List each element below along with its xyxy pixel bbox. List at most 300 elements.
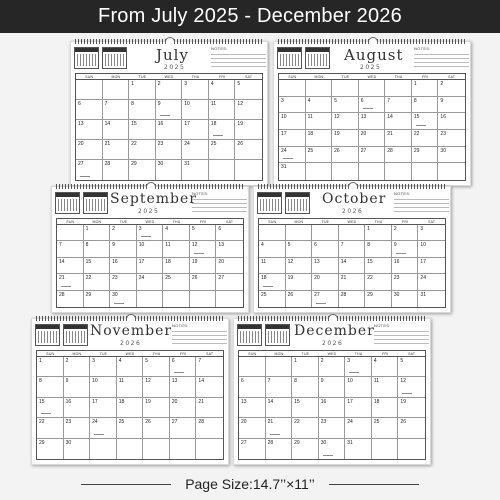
month-title: July [156,46,189,64]
day-number: 23 [320,419,327,426]
day-number: 10 [281,114,287,121]
weekday-header: THU [385,74,412,80]
day-cell [259,291,286,307]
notes-area [172,323,227,345]
day-number: 24 [281,147,287,154]
day-number: 3 [184,81,188,87]
day-number: 29 [367,291,373,298]
page-size-text: Page Size:14.7’’×11’’ [185,476,315,492]
mini-calendar-next [102,47,127,69]
month-page-august [273,41,471,186]
weekday-header: MON [84,219,111,225]
day-cell [266,357,293,377]
weekday-header: FRI [170,351,197,357]
day-number: 30 [112,291,118,298]
day-cell [190,274,217,290]
weekday-header: TUE [110,219,137,225]
day-cell [103,140,130,160]
holiday-note [283,158,293,159]
day-cell [412,97,439,114]
day-number: 22 [85,275,92,282]
day-cell [170,439,197,459]
day-cell [259,258,286,274]
month-page-october [253,186,451,313]
day-cell [319,418,346,438]
mini-calendar-next [305,47,330,69]
day-number: 2 [157,81,161,87]
mini-calendar-previous [237,324,262,346]
holiday-note [363,108,373,109]
day-number: 21 [198,398,204,405]
day-cell [156,120,183,140]
day-number: 13 [78,121,84,127]
weekday-header: TUE [332,74,359,80]
day-number: 20 [360,130,367,137]
day-cell [412,163,439,180]
day-cell [412,147,439,164]
day-cell [143,418,170,438]
day-number: 20 [241,419,247,426]
day-cell [365,258,392,274]
day-number: 6 [78,101,81,107]
day-cell [359,163,386,180]
day-number: 6 [218,226,222,232]
day-number: 3 [138,226,142,232]
day-cell [137,241,164,257]
notes-area [211,46,266,68]
day-cell [156,140,183,160]
day-number: 9 [393,242,397,249]
day-number: 7 [59,242,62,249]
day-cell [286,225,313,241]
day-number: 23 [393,275,400,282]
day-cell [359,80,386,97]
day-number: 28 [198,419,204,426]
weekday-header: FRI [209,74,236,80]
day-cell [306,97,333,114]
weekday-header: MON [64,351,91,357]
day-cell [385,97,412,114]
day-number: 16 [440,114,446,121]
weekday-header: TUE [90,351,117,357]
day-cell [332,97,359,114]
weekday-header: MON [306,74,333,80]
notes-label: NOTES: [374,323,391,328]
day-cell [216,258,243,274]
day-cell [143,377,170,397]
day-cell [170,398,197,418]
day-number: 28 [104,161,111,167]
day-cell [84,258,111,274]
day-cell [279,80,306,97]
weekday-header: FRI [412,74,439,80]
day-cell [57,291,84,307]
day-cell [103,160,130,180]
day-cell [110,291,137,307]
day-number: 26 [191,275,198,282]
day-number: 6 [241,378,244,385]
day-number: 1 [85,226,89,232]
day-cell [239,357,266,377]
day-number: 4 [261,242,264,249]
day-cell [182,140,209,160]
weekday-header: FRI [372,351,399,357]
day-number: 16 [157,121,164,127]
day-cell [103,80,130,100]
holiday-note [270,434,280,435]
day-number: 18 [165,258,171,265]
weekday-header: SAT [398,351,425,357]
day-cell [339,291,366,307]
day-number: 30 [440,147,446,154]
day-cell [392,225,419,241]
day-cell [57,225,84,241]
day-number: 6 [314,242,317,249]
holiday-note [41,413,51,414]
day-cell [90,439,117,459]
day-number: 21 [340,275,347,282]
day-number: 11 [261,258,267,265]
day-cell [190,225,217,241]
holiday-note [141,236,151,237]
notes-area [192,191,247,213]
day-cell [64,357,91,377]
day-number: 15 [413,114,420,121]
day-cell [385,113,412,130]
day-number: 25 [373,419,380,426]
holiday-note [213,135,223,136]
day-cell [438,113,465,130]
day-cell [385,80,412,97]
month-header [52,187,248,217]
day-cell [332,113,359,130]
day-cell [239,398,266,418]
caption-rule-left [81,484,171,485]
day-cell [398,398,425,418]
day-cell [266,377,293,397]
day-number: 16 [393,258,400,265]
day-cell [292,418,319,438]
month-title: September [110,191,197,207]
day-cell [163,274,190,290]
notes-label: NOTES: [394,191,411,196]
weekday-header: SUN [57,219,84,225]
day-number: 26 [287,291,294,298]
day-number: 14 [198,378,204,385]
day-cell [117,439,144,459]
day-cell [163,291,190,307]
holiday-note [194,253,204,254]
day-number: 11 [118,378,124,385]
day-number: 8 [39,378,42,385]
month-year: 2025 [164,64,186,71]
day-cell [385,130,412,147]
day-number: 3 [281,97,284,104]
weekday-header: SAT [235,74,262,80]
day-number: 26 [334,147,340,154]
day-cell [239,439,266,459]
weekday-header: SAT [438,74,465,80]
day-cell [392,274,419,290]
day-cell [418,241,445,257]
day-cell [182,80,209,100]
weekday-header: THU [365,219,392,225]
day-cell [90,418,117,438]
day-cell [312,225,339,241]
day-number: 15 [367,258,373,265]
day-cell [84,241,111,257]
day-number: 24 [138,275,145,282]
day-number: 24 [347,419,353,426]
day-cell [286,241,313,257]
day-number: 31 [420,291,426,298]
day-cell [235,80,262,100]
day-cell [182,160,209,180]
day-number: 2 [393,226,397,232]
day-cell [37,439,64,459]
day-number: 19 [145,398,151,405]
day-cell [64,398,91,418]
weekday-header: SAT [196,351,223,357]
day-number: 14 [59,258,65,265]
day-cell [90,398,117,418]
weekday-header: THU [345,351,372,357]
day-number: 20 [314,275,320,282]
day-cell [266,398,293,418]
day-cell [137,274,164,290]
holiday-note [349,372,359,373]
day-cell [345,418,372,438]
day-number: 4 [210,81,214,87]
weekday-header: SAT [418,219,445,225]
day-number: 2 [65,358,69,364]
day-number: 15 [294,398,300,405]
day-cell [372,357,399,377]
day-cell [312,241,339,257]
mini-calendar-previous [257,192,282,214]
day-cell [306,130,333,147]
day-cell [372,418,399,438]
day-cell [84,225,111,241]
month-grid [238,350,426,460]
day-number: 11 [307,114,313,121]
day-cell [438,163,465,180]
day-cell [196,418,223,438]
weekday-header: WED [359,74,386,80]
month-header [274,42,470,72]
day-number: 29 [131,161,137,167]
day-cell [163,225,190,241]
day-cell [117,418,144,438]
day-number: 5 [334,97,337,104]
day-number: 12 [191,242,198,249]
day-number: 2 [320,358,324,364]
day-cell [196,398,223,418]
day-number: 1 [294,358,297,364]
day-cell [129,80,156,100]
day-number: 27 [314,291,320,298]
day-number: 21 [387,130,393,137]
weekday-header: SUN [76,74,103,80]
day-number: 29 [413,147,420,154]
mini-calendar-previous [277,47,302,69]
day-number: 17 [420,258,426,265]
day-number: 3 [92,358,95,364]
weekday-header: MON [266,351,293,357]
mini-calendar-previous [35,324,60,346]
day-cell [372,377,399,397]
day-cell [64,439,91,459]
day-number: 22 [294,419,300,426]
month-grid [258,218,446,308]
day-number: 19 [191,258,198,265]
day-cell [117,398,144,418]
notes-label: NOTES: [172,323,189,328]
weekday-header: TUE [312,219,339,225]
weekday-header: THU [163,219,190,225]
weekday-header: WED [339,219,366,225]
day-cell [365,225,392,241]
day-number: 2 [440,81,444,87]
day-number: 19 [237,121,243,127]
month-page-september [51,186,249,313]
day-cell [84,291,111,307]
day-cell [359,97,386,114]
day-number: 19 [334,130,340,137]
day-number: 15 [39,398,45,405]
day-number: 24 [92,419,98,426]
day-cell [216,225,243,241]
day-number: 30 [320,439,327,446]
day-number: 2 [112,226,115,232]
day-cell [209,160,236,180]
day-number: 24 [184,141,190,147]
day-cell [345,398,372,418]
weekday-header: TUE [129,74,156,80]
day-number: 4 [373,358,377,364]
day-cell [156,100,183,120]
day-cell [235,160,262,180]
day-cell [163,258,190,274]
day-number: 7 [340,242,344,249]
day-number: 8 [85,242,89,249]
day-cell [306,113,333,130]
day-cell [312,274,339,290]
day-cell [438,97,465,114]
caption-rule-right [329,484,419,485]
day-number: 3 [420,226,424,232]
day-number: 13 [360,114,367,121]
day-cell [392,258,419,274]
day-number: 15 [85,258,92,265]
day-cell [110,241,137,257]
day-cell [345,377,372,397]
day-number: 12 [400,378,406,385]
day-number: 12 [287,258,294,265]
day-number: 21 [104,141,111,147]
day-number: 18 [210,121,217,127]
weekday-header: WED [137,219,164,225]
day-cell [110,274,137,290]
day-number: 9 [112,242,115,249]
holiday-note [316,303,326,304]
day-number: 23 [440,130,446,137]
day-number: 1 [367,226,371,232]
day-number: 20 [78,141,84,147]
day-cell [90,377,117,397]
month-year: 2025 [360,64,382,71]
day-cell [292,439,319,459]
weekday-header: TUE [292,351,319,357]
day-number: 27 [218,275,224,282]
notes-label: NOTES: [414,46,431,51]
day-number: 17 [138,258,145,265]
day-cell [110,258,137,274]
day-cell [64,418,91,438]
day-number: 31 [281,164,287,171]
day-cell [339,258,366,274]
day-cell [259,241,286,257]
weekday-header: MON [103,74,130,80]
day-number: 30 [157,161,164,167]
day-cell [143,398,170,418]
day-number: 25 [307,147,314,154]
day-number: 22 [413,130,420,137]
day-cell [332,80,359,97]
day-number: 25 [210,141,217,147]
day-cell [312,258,339,274]
day-number: 23 [112,275,118,282]
day-cell [259,225,286,241]
day-cell [359,130,386,147]
day-number: 29 [294,439,300,446]
day-number: 16 [65,398,72,405]
day-number: 11 [373,378,380,385]
day-number: 27 [360,147,367,154]
day-number: 28 [59,291,65,298]
day-cell [209,100,236,120]
day-number: 22 [131,141,137,147]
day-number: 12 [145,378,151,385]
day-cell [76,100,103,120]
day-cell [216,291,243,307]
day-number: 5 [145,358,149,364]
day-number: 9 [320,378,324,385]
mini-calendar-next [63,324,88,346]
banner-title: From July 2025 - December 2026 [98,5,402,27]
day-cell [57,258,84,274]
day-cell [418,225,445,241]
day-cell [170,418,197,438]
day-cell [319,439,346,459]
weekday-header: SUN [259,219,286,225]
day-cell [143,357,170,377]
day-number: 29 [39,439,45,446]
day-number: 10 [92,378,98,385]
holiday-note [61,286,71,287]
day-cell [266,418,293,438]
day-number: 29 [85,291,92,298]
day-number: 5 [287,242,291,249]
day-cell [182,100,209,120]
day-number: 1 [39,358,42,364]
day-cell [90,357,117,377]
month-header [32,319,228,349]
notes-area [414,46,469,68]
weekday-header: SAT [216,219,243,225]
holiday-note [174,372,184,373]
day-cell [279,163,306,180]
